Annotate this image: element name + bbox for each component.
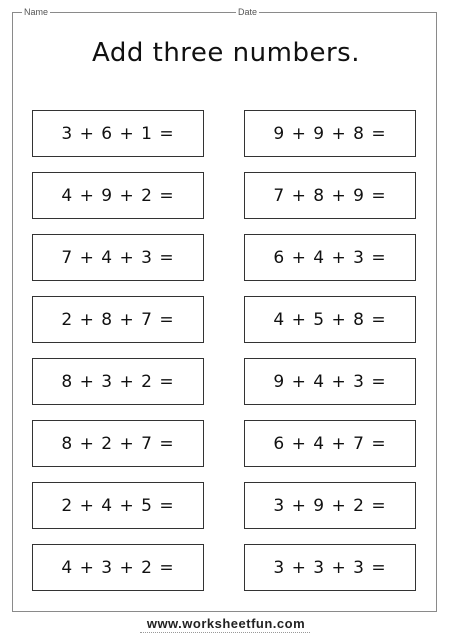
problem-box: 2 + 4 + 5 =	[32, 482, 204, 529]
problem-box: 7 + 4 + 3 =	[32, 234, 204, 281]
problem-box: 6 + 4 + 7 =	[244, 420, 416, 467]
problem-grid	[32, 110, 416, 591]
problem-box: 4 + 5 + 8 =	[244, 296, 416, 343]
problem-box: 2 + 8 + 7 =	[32, 296, 204, 343]
footer-fine-print	[140, 632, 310, 637]
problem-box: 6 + 4 + 3 =	[244, 234, 416, 281]
problem-box: 9 + 4 + 3 =	[244, 358, 416, 405]
page-title: Add three numbers.	[92, 38, 360, 68]
footer-url: www.worksheetfun.com	[146, 616, 306, 631]
problem-box: 7 + 8 + 9 =	[244, 172, 416, 219]
problem-box: 8 + 3 + 2 =	[32, 358, 204, 405]
problem-box: 3 + 9 + 2 =	[244, 482, 416, 529]
problem-box: 8 + 2 + 7 =	[32, 420, 204, 467]
problem-box: 9 + 9 + 8 =	[244, 110, 416, 157]
problem-box: 4 + 3 + 2 =	[32, 544, 204, 591]
name-label: Name	[24, 7, 49, 17]
date-label: Date	[238, 7, 258, 17]
problem-box: 4 + 9 + 2 =	[32, 172, 204, 219]
problem-box: 3 + 6 + 1 =	[32, 110, 204, 157]
problem-box: 3 + 3 + 3 =	[244, 544, 416, 591]
